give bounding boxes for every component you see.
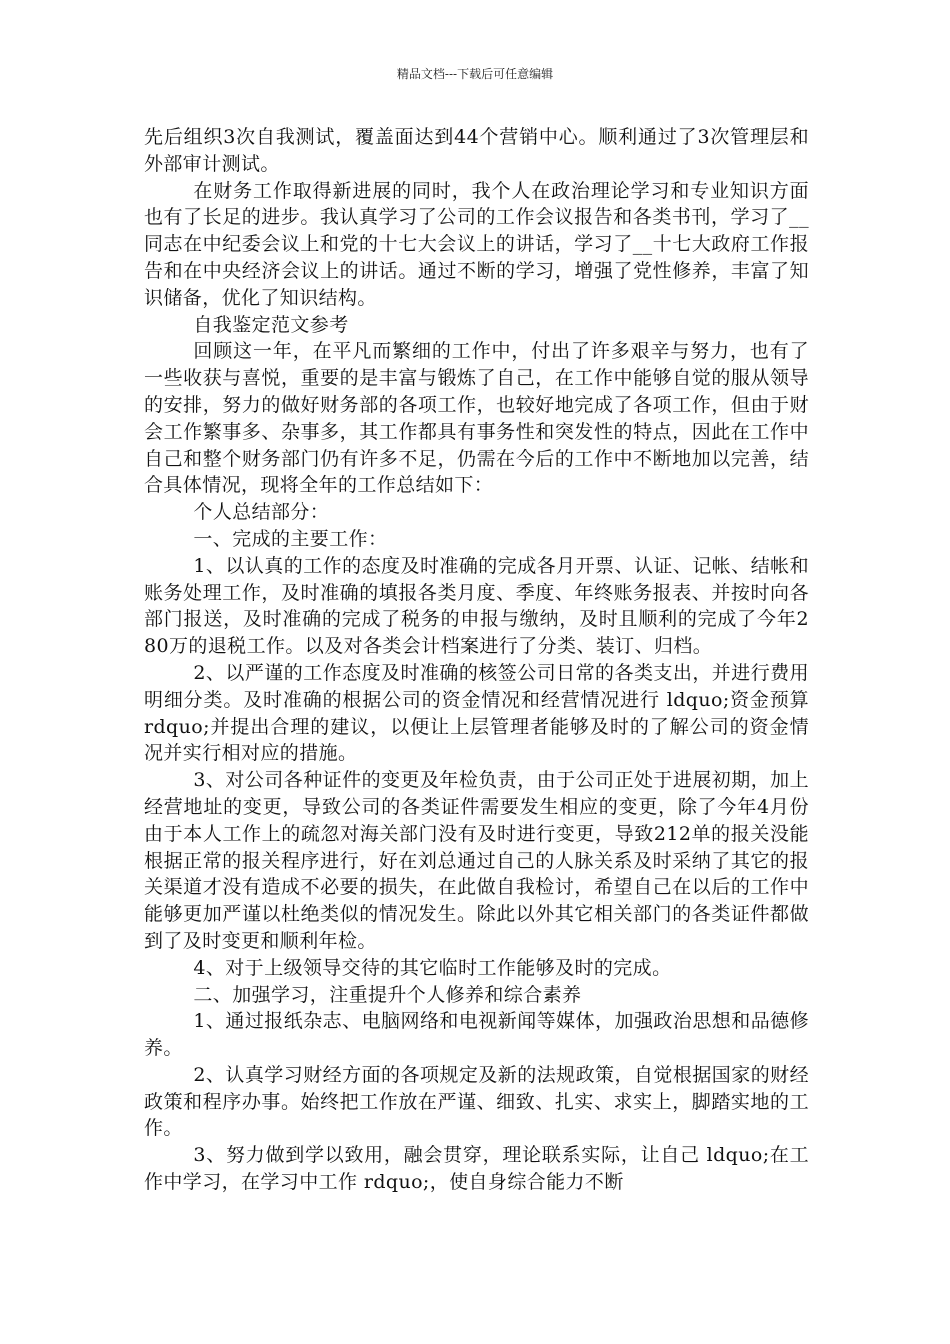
list-item: 3、对公司各种证件的变更及年检负责，由于公司正处于进展初期，加上经营地址的变更，导致公司的各类证件需要发生相应的变更，除了今年4月份由于本人工作上的疏忽对海关部门没有及时进行变更，导致212单的报关没能根据正常的报关程序进行，好在刘总通过自己的人脉关系及时采纳了其它的报关渠道才没有造成不必要的损失，在此做自我检讨，希望自己在以后的工作中能够更加严谨以杜绝类似的情况发生。除此以外其它相关部门的各类证件都做到了及时变更和顺利年检。 [144,769,809,952]
paragraph: 回顾这一年，在平凡而繁细的工作中，付出了许多艰辛与努力，也有了一些收获与喜悦，重要的是丰富与锻炼了自己，在工作中能够自觉的服从领导的安排，努力的做好财务部的各项工作，也较好地完成了各项工作，但由于财会工作繁事多、杂事多，其工作都具有事务性和突发性的特点，因此在工作中自己和整个财务部门仍有许多不足，仍需在今后的工作中不断地加以完善，结合具体情况，现将全年的工作总结如下： [144,340,809,497]
paragraph: 先后组织3次自我测试，覆盖面达到44个营销中心。顺利通过了3次管理层和外部审计测试。 [144,126,809,175]
section-heading: 一、完成的主要工作： [193,527,388,550]
list-item: 2、认真学习财经方面的各项规定及新的法规政策，自觉根据国家的财经政策和程序办事。始终把工作放在严谨、细致、扎实、求实上，脚踏实地的工作。 [144,1063,809,1140]
document-body [144,124,809,1196]
section-heading: 自我鉴定范文参考 [193,313,349,336]
section-heading: 二、加强学习，注重提升个人修养和综合素养 [193,983,582,1006]
list-item: 3、努力做到学以致用，融会贯穿，理论联系实际，让自己 ldquo;在工作中学习，在学习中工作 rdquo;，使自身综合能力不断 [144,1144,809,1194]
list-item: 1、通过报纸杂志、电脑网络和电视新闻等媒体，加强政治思想和品德修养。 [144,1010,809,1060]
paragraph: 在财务工作取得新进展的同时，我个人在政治理论学习和专业知识方面也有了长足的进步。我认真学习了公司的工作会议报告和各类书刊，学习了__同志在中纪委会议上和党的十七大会议上的讲话，学习了__十七大政府工作报告和在中央经济会议上的讲话。通过不断的学习，增强了党性修养，丰富了知识储备，优化了知识结构。 [144,179,809,309]
section-heading: 个人总结部分： [193,501,330,524]
list-item: 1、以认真的工作的态度及时准确的完成各月开票、认证、记帐、结帐和账务处理工作，及时准确的填报各类月度、季度、年终账务报表、并按时向各部门报送，及时准确的完成了税务的申报与缴纳，及时且顺利的完成了今年280万的退税工作。以及对各类会计档案进行了分类、装订、归档。 [144,554,809,658]
list-item: 2、以严谨的工作态度及时准确的核签公司日常的各类支出，并进行费用明细分类。及时准确的根据公司的资金情况和经营情况进行 ldquo;资金预算 rdquo;并提出合理的建议，以便让上层管理者能够及时的了解公司的资金情况并实行相对应的措施。 [144,661,809,765]
list-item: 4、对于上级领导交待的其它临时工作能够及时的完成。 [193,956,672,979]
page-header: 精品文档---下载后可任意编辑 [396,67,554,81]
